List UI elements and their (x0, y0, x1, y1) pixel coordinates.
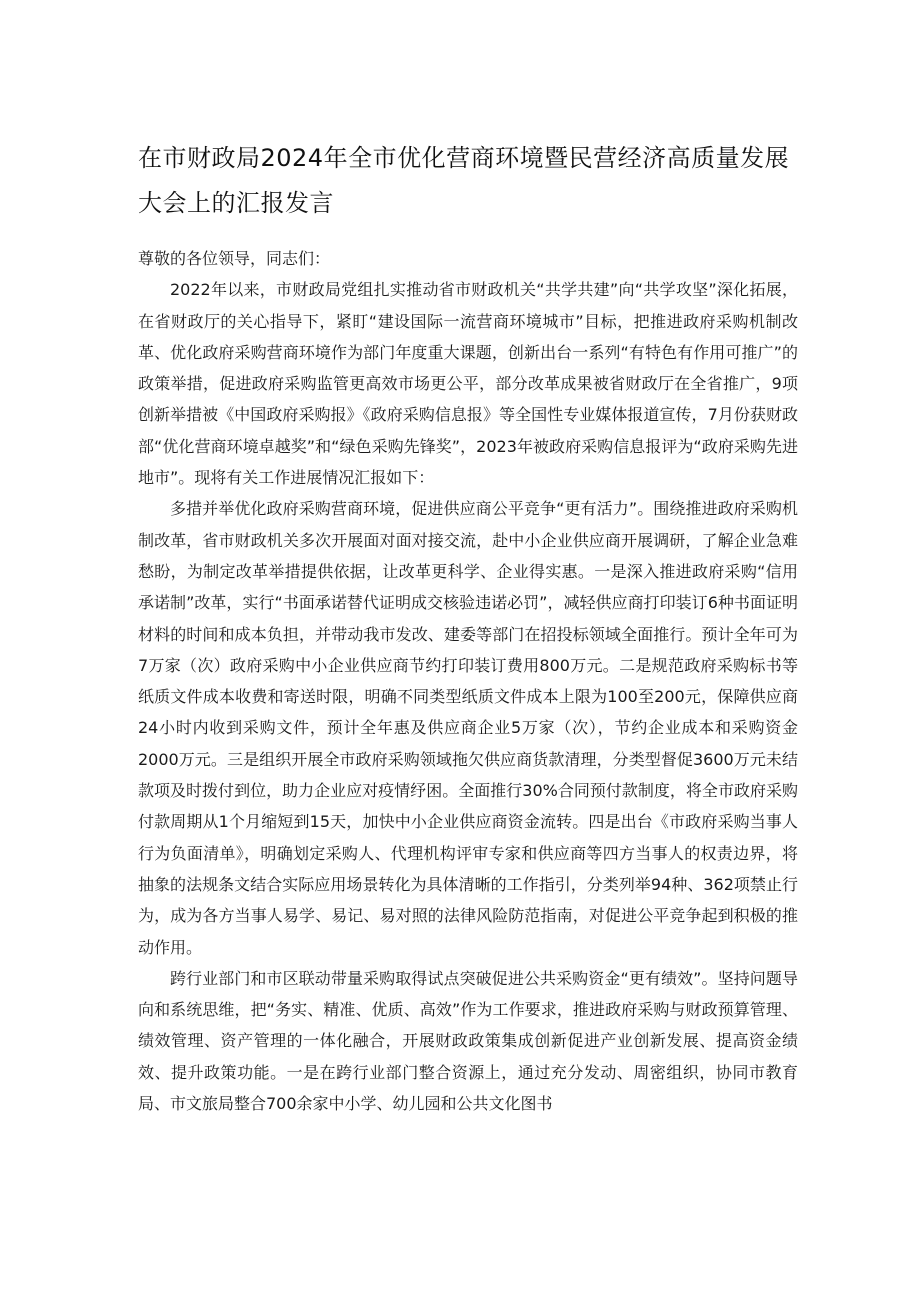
document-body (138, 243, 798, 1119)
paragraph-intro: 2022年以来，市财政局党组扎实推动省市财政机关“共学共建”向“共学攻坚”深化拓展，在省财政厅的关心指导下，紧盯“建设国际一流营商环境城市”目标，把推进政府采购机制改革、优化政府采购营商环境作为部门年度重大课题，创新出台一系列“有特色有作用可推广”的政策举措，促进政府采购监管更高效市场更公平，部分改革成果被省财政厅在全省推广，9项创新举措被《中国政府采购报》《政府采购信息报》等全国性专业媒体报道宣传，7月份获财政部“优化营商环境卓越奖”和“绿色采购先锋奖”，2023年被政府采购信息报评为“政府采购先进地市”。现将有关工作进展情况汇报如下： (138, 280, 798, 488)
paragraph-joint-procurement: 跨行业部门和市区联动带量采购取得试点突破促进公共采购资金“更有绩效”。坚持问题导向和系统思维，把“务实、精准、优质、高效”作为工作要求，推进政府采购与财政预算管理、绩效管理、资产管理的一体化融合，开展财政政策集成创新促进产业创新发展、提高资金绩效、提升政策功能。一是在跨行业部门整合资源上，通过充分发动、周密组织，协同市教育局、市文旅局整合700余家中小学、幼儿园和公共文化图书 (138, 968, 798, 1114)
salutation: 尊敬的各位领导，同志们： (138, 249, 331, 268)
document-title: 在市财政局2024年全市优化营商环境暨民营经济高质量发展大会上的汇报发言 (138, 144, 790, 217)
paragraph-procurement-environment: 多措并举优化政府采购营商环境，促进供应商公平竞争“更有活力”。围绕推进政府采购机制改革，省市财政机关多次开展面对面对接交流，赴中小企业供应商开展调研，了解企业急难愁盼，为制定改革举措提供依据，让改革更科学、企业得实惠。一是深入推进政府采购“信用承诺制”改革，实行“书面承诺替代证明成交核验违诺必罚”，减轻供应商打印装订6种书面证明材料的时间和成本负担，并带动我市发改、建委等部门在招投标领域全面推行。预计全年可为7万家（次）政府采购中小企业供应商节约打印装订费用800万元。二是规范政府采购标书等纸质文件成本收费和寄送时限，明确不同类型纸质文件成本上限为100至200元，保障供应商24小时内收到采购文件，预计全年惠及供应商企业5万家（次），节约企业成本和采购资金2000万元。三是组织开展全市政府采购领域拖欠供应商货款清理，分类型督促3600万元未结款项及时拨付到位，助力企业应对疫情纾困。全面推行30%合同预付款制度，将全市政府采购付款周期从1个月缩短到15天，加快中小企业供应商资金流转。四是出台《市政府采购当事人行为负面清单》，明确划定采购人、代理机构评审专家和供应商等四方当事人的权责边界，将抽象的法规条文结合实际应用场景转化为具体清晰的工作指引，分类列举94种、362项禁止行为，成为各方当事人易学、易记、易对照的法律风险防范指南，对促进公平竞争起到积极的推动作用。 (138, 499, 798, 957)
